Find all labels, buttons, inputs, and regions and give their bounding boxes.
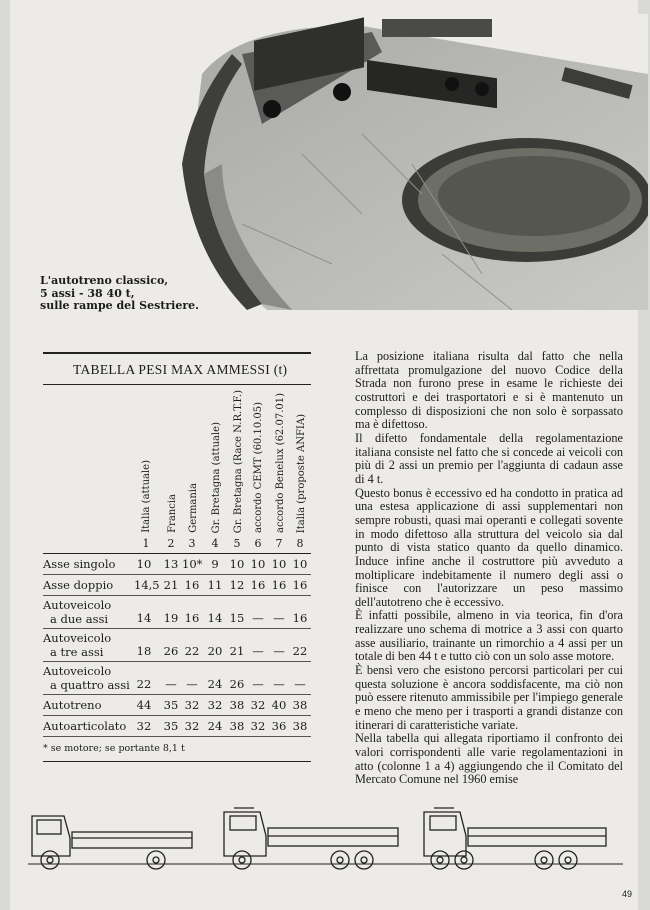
table-cell: 16: [271, 578, 287, 592]
table-cell: 14: [207, 611, 223, 625]
truck-drawing-four-axle: [424, 808, 606, 869]
table-cell: 22: [292, 644, 308, 658]
table-cell: 16: [292, 578, 308, 592]
table-cell: 16: [250, 578, 266, 592]
table-cell: 38: [292, 698, 308, 712]
column-number: 8: [296, 537, 304, 550]
table-cell: —: [273, 677, 285, 691]
table-cell: 11: [207, 578, 223, 592]
column-number: 5: [233, 537, 241, 550]
weights-table: [43, 352, 311, 762]
paragraph: È infatti possibile, almeno in via teorica, fin d'ora realizzare uno schema di motrice a 3 assi con quarto asse ausiliario, trainante un rimorchio a 4 assi per un totale di ben 44 t e tutto ciò con un solo asse motore.: [355, 608, 623, 664]
table-cell: 10: [250, 557, 266, 571]
table-cell: —: [273, 611, 285, 625]
row-label-line: Autoveicolo: [43, 631, 112, 645]
table-cell: 13: [163, 557, 179, 571]
table-cell: —: [252, 677, 264, 691]
table-cell: 18: [136, 644, 152, 658]
row-label-line: Asse singolo: [43, 557, 116, 571]
paragraph: Nella tabella qui allegata riportiamo il confronto dei valori corrispondenti alle varie regolamentazioni in atto (colonne 1 a 4) aggiungendo che il Comitato del Mercato Comune nel 1960 emise: [355, 731, 623, 787]
table-cell: 24: [207, 677, 223, 691]
column-header: Italia (attuale): [141, 460, 152, 533]
table-cell: 38: [229, 698, 245, 712]
page-number: 49: [622, 889, 633, 899]
table-cell: 15: [229, 611, 245, 625]
table-cell: 9: [211, 557, 219, 571]
column-number: 3: [188, 537, 196, 550]
table-cell: —: [294, 677, 306, 691]
table-cell: 26: [163, 644, 179, 658]
table-row: [43, 554, 311, 575]
row-label-line: Asse doppio: [43, 578, 114, 592]
table-cell: 35: [163, 698, 179, 712]
table-body: [43, 554, 311, 737]
table-cell: 16: [292, 611, 308, 625]
column-header: accordo CEMT (60.10.05): [253, 402, 264, 533]
row-label: [43, 698, 102, 712]
column-header: Gr. Bretagna (Race N.R.T.F.): [233, 389, 244, 533]
column-number: 1: [142, 537, 150, 550]
column-header: Germania: [188, 483, 199, 533]
column-header: Gr. Bretagna (attuale): [211, 421, 222, 533]
table-cell: —: [186, 677, 198, 691]
row-label-line: a tre assi: [50, 645, 104, 659]
table-row: [43, 716, 311, 737]
table-cell: 21: [229, 644, 245, 658]
row-label: [43, 664, 130, 692]
row-label-line: Autoarticolato: [43, 719, 127, 733]
column-number: 7: [275, 537, 283, 550]
table-cell: 20: [207, 644, 223, 658]
table-footnote: * se motore; se portante 8,1 t: [43, 743, 185, 754]
table-cell: 10: [136, 557, 152, 571]
table-cell: 14: [136, 611, 152, 625]
table-row: [43, 596, 311, 629]
caption-line: L'autotreno classico,: [40, 274, 169, 287]
table-cell: —: [252, 644, 264, 658]
caption-line: sulle rampe del Sestriere.: [40, 299, 199, 312]
table-cell: 22: [184, 644, 200, 658]
photo-caption: [40, 275, 199, 313]
table-cell: 10*: [182, 557, 203, 571]
row-label: [43, 719, 126, 733]
table-cell: 38: [292, 719, 308, 733]
table-cell: 10: [271, 557, 287, 571]
row-label: [43, 578, 113, 592]
table-cell: 32: [250, 719, 266, 733]
row-label-line: Autoveicolo: [43, 664, 112, 678]
row-label: [43, 631, 111, 659]
table-cell: 36: [271, 719, 287, 733]
row-label-line: a quattro assi: [50, 678, 130, 692]
table-cell: 16: [184, 611, 200, 625]
table-cell: —: [273, 644, 285, 658]
table-cell: 22: [136, 677, 152, 691]
table-cell: 32: [250, 698, 266, 712]
table-cell: 32: [136, 719, 152, 733]
truck-drawing-three-axle: [224, 808, 398, 869]
table-cell: 16: [184, 578, 200, 592]
table-bottom-rule: [43, 761, 311, 762]
column-number: 2: [167, 537, 175, 550]
table-cell: —: [165, 677, 177, 691]
table-cell: 40: [271, 698, 287, 712]
column-header: Italia (proposte ANFIA): [296, 413, 307, 533]
table-cell: 44: [136, 698, 152, 712]
paragraph: È bensì vero che esistono percorsi particolari per cui questa soluzione è ancora soddisfacente, ma ciò non può essere ritenuto ammissibile per l'impiego generale e meno che meno per i trasporti a grandi distanze con itinerari di caratteristiche variate.: [355, 663, 623, 732]
column-header: Francia: [167, 494, 178, 533]
table-cell: 38: [229, 719, 245, 733]
table-cell: —: [252, 611, 264, 625]
table-cell: 35: [163, 719, 179, 733]
table-cell: 32: [184, 698, 200, 712]
truck-drawings: [28, 798, 623, 880]
table-cell: 10: [292, 557, 308, 571]
truck-drawing-two-axle: [32, 816, 192, 869]
table-cell: 26: [229, 677, 245, 691]
table-cell: 12: [229, 578, 245, 592]
row-label: [43, 598, 111, 626]
table-cell: 32: [207, 698, 223, 712]
table-cell: 24: [207, 719, 223, 733]
row-label-line: a due assi: [50, 612, 109, 626]
table-cell: 10: [229, 557, 245, 571]
column-number: 6: [254, 537, 262, 550]
column-number: 4: [211, 537, 219, 550]
row-label-line: Autoveicolo: [43, 598, 112, 612]
table-row: [43, 662, 311, 695]
paragraph: Questo bonus è eccessivo ed ha condotto in pratica ad una estesa applicazione di assi supplementari non sempre robusti, quasi mai operanti e collegati sovente in modo difettoso alla struttura del veicolo sia dal punto di vista statico quanto da quello dinamico. Induce infine anche il costruttore più avveduto a moltiplicare indebitamente il numero degli assi o finisce con l'autorizzare un peso massimo dell'autotreno che è eccessivo.: [355, 485, 623, 609]
caption-line: 5 assi - 38 40 t,: [40, 286, 135, 300]
row-label-line: Autotreno: [43, 698, 102, 712]
table-cell: 32: [184, 719, 200, 733]
paragraph: Il difetto fondamentale della regolamentazione italiana consiste nel fatto che si concede ai veicoli con più di 2 assi un premio per l'aggiunta di cadaun asse di 4 t.: [355, 430, 623, 486]
table-row: [43, 695, 311, 716]
article-text: [355, 350, 623, 787]
table-row: [43, 575, 311, 596]
table-cell: 21: [163, 578, 179, 592]
column-header: accordo Benelux (62.07.01): [275, 393, 286, 533]
truck-photograph: [182, 14, 648, 310]
table-cell: 14,5: [134, 578, 160, 592]
column-numbers: [43, 537, 311, 554]
row-label: [43, 557, 115, 571]
table-cell: 19: [163, 611, 179, 625]
paragraph: La posizione italiana risulta dal fatto che nella affrettata promulgazione del nuovo Codice della Strada non furono prese in esame le richieste dei costruttori e dei trasportatori e si è mantenuto un complesso di disposizioni che non solo è sorpassato ma è difettoso.: [355, 349, 623, 432]
table-column-headers: [43, 385, 311, 537]
book-page: [10, 0, 638, 910]
table-row: [43, 629, 311, 662]
table-title: TABELLA PESI MAX AMMESSI (t): [43, 352, 311, 385]
